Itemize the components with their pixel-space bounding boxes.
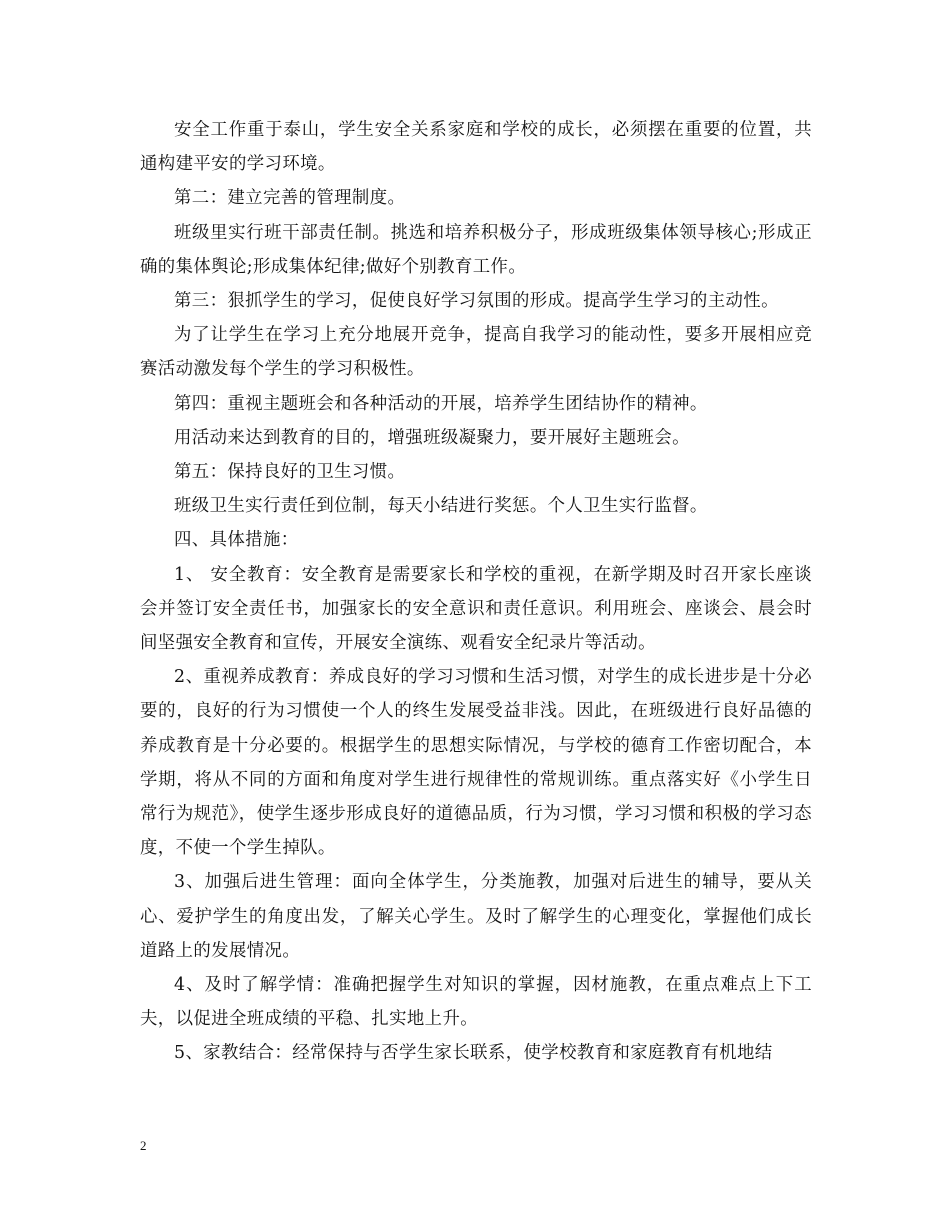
heading-third-study: 第三：狠抓学生的学习，促使良好学习氛围的形成。提高学生学习的主动性。 bbox=[174, 291, 779, 312]
heading-second-management: 第二：建立完善的管理制度。 bbox=[174, 188, 406, 209]
list-item-learning-situation: 4、及时了解学情：准确把握学生对知识的掌握，因材施教，在重点难点上下工夫，以促进全班成绩的平稳、扎实地上升。 bbox=[140, 975, 812, 1030]
paragraph-hygiene: 班级卫生实行责任到位制，每天小结进行奖惩。个人卫生实行监督。 bbox=[174, 496, 708, 517]
list-item-underachiever-management: 3、加强后进生管理：面向全体学生，分类施教，加强对后进生的辅导，要从关心、爱护学生的角度出发，了解关心学生。及时了解学生的心理变化，掌握他们成长道路上的发展情况。 bbox=[140, 872, 812, 961]
list-item-home-school: 5、家教结合：经常保持与否学生家长联系，使学校教育和家庭教育有机地结 bbox=[174, 1043, 773, 1064]
heading-specific-measures: 四、具体措施： bbox=[174, 530, 299, 551]
document-body bbox=[140, 113, 812, 1071]
paragraph-competition: 为了让学生在学习上充分地展开竞争，提高自我学习的能动性，要多开展相应竞赛活动激发每个学生的学习积极性。 bbox=[140, 325, 812, 380]
list-item-safety-education: 1、 安全教育：安全教育是需要家长和学校的重视，在新学期及时召开家长座谈会并签订安全责任书，加强家长的安全意识和责任意识。利用班会、座谈会、晨会时间坚强安全教育和宣传，开展安全演练、观看安全纪录片等活动。 bbox=[140, 564, 812, 654]
paragraph-theme-meeting: 用活动来达到教育的目的，增强班级凝聚力，要开展好主题班会。 bbox=[174, 427, 690, 448]
paragraph-class-cadre: 班级里实行班干部责任制。挑选和培养积极分子，形成班级集体领导核心;形成正确的集体舆论;形成集体纪律;做好个别教育工作。 bbox=[140, 222, 812, 277]
paragraph-safety-intro: 安全工作重于泰山，学生安全关系家庭和学校的成长，必须摆在重要的位置，共通构建平安的学习环境。 bbox=[140, 120, 812, 175]
heading-fourth-activities: 第四：重视主题班会和各种活动的开展，培养学生团结协作的精神。 bbox=[174, 393, 708, 414]
page-number: 2 bbox=[140, 1138, 147, 1153]
list-item-habit-education: 2、重视养成教育：养成良好的学习习惯和生活习惯，对学生的成长进步是十分必要的，良好的行为习惯使一个人的终生发展受益非浅。因此，在班级进行良好品德的养成教育是十分必要的。根据学生的思想实际情况，与学校的德育工作密切配合，本学期，将从不同的方面和角度对学生进行规律性的常规训练。重点落实好《小学生日常行为规范》，使学生逐步形成良好的道德品质，行为习惯，学习习惯和积极的学习态度，不使一个学生掉队。 bbox=[140, 667, 812, 859]
heading-fifth-hygiene: 第五：保持良好的卫生习惯。 bbox=[174, 462, 406, 483]
